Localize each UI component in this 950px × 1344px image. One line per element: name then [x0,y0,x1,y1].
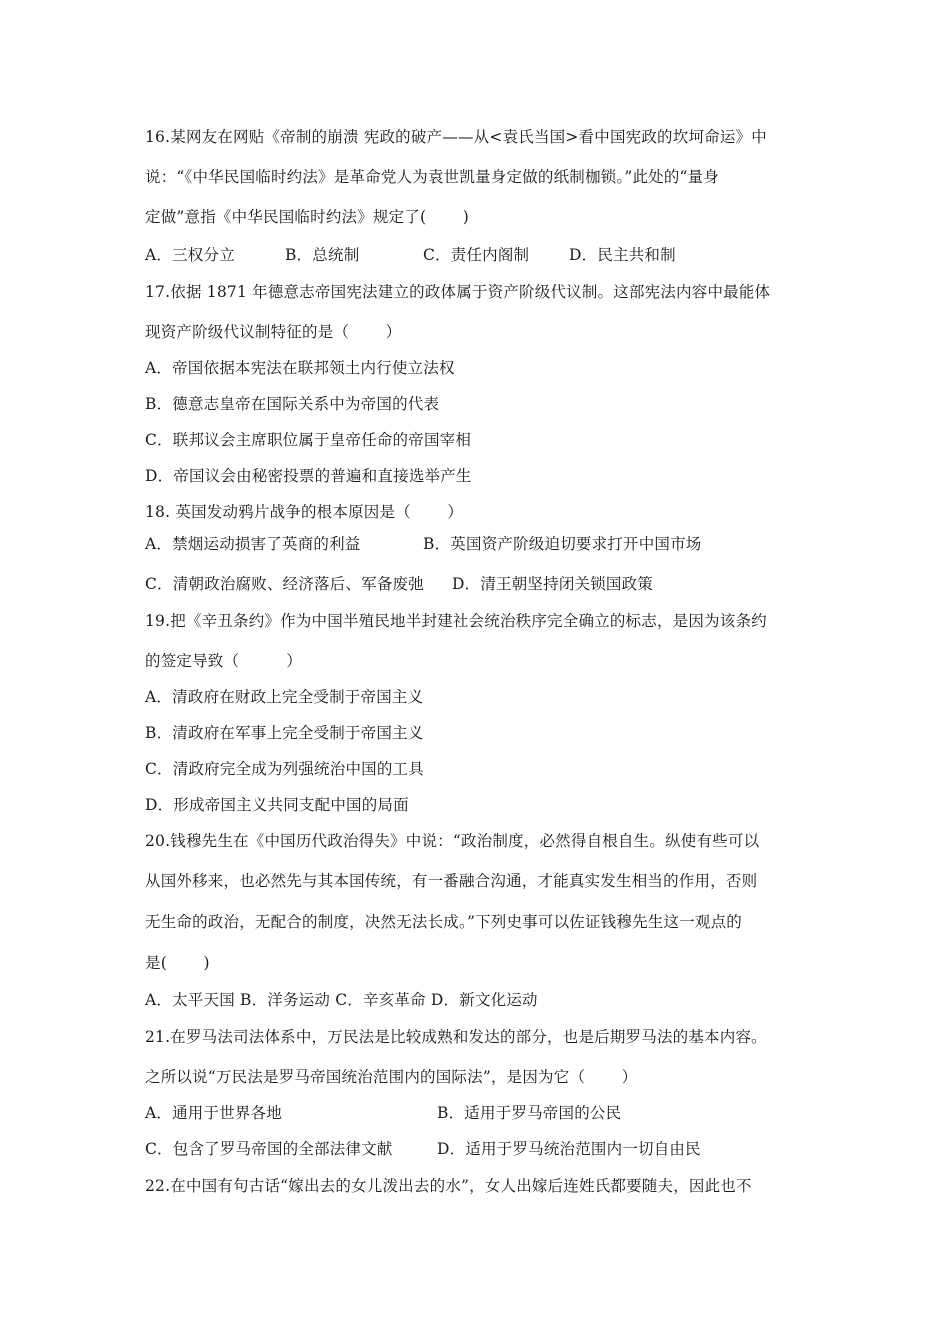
q16-option-a: A．三权分立 [145,246,235,264]
q21-option-c: C．包含了罗马帝国的全部法律文献 [145,1140,393,1158]
q18-option-d: D．清王朝坚持闭关锁国政策 [452,575,654,593]
q16-option-b: B．总统制 [285,246,360,264]
q17-option-a: A．帝国依据本宪法在联邦领土内行使立法权 [145,359,455,377]
q18-stem: 18. 英国发动鸦片战争的根本原因是（ ） [145,503,464,521]
q17-stem-line2: 现资产阶级代议制特征的是（ ） [145,323,402,341]
q21-stem-line2: 之所以说“万民法是罗马帝国统治范围内的国际法”，是因为它（ ） [145,1068,638,1086]
q18-option-b: B．英国资产阶级迫切要求打开中国市场 [423,535,702,553]
q21-stem-line1: 21.在罗马法司法体系中，万民法是比较成熟和发达的部分，也是后期罗马法的基本内容。 [145,1028,767,1046]
q17-stem-line1: 17.依据 1871 年德意志帝国宪法建立的政体属于资产阶级代议制。这部宪法内容中最能体 [145,283,771,301]
q21-option-d: D．适用于罗马统治范围内一切自由民 [437,1140,701,1158]
q21-option-a: A．通用于世界各地 [145,1104,282,1122]
q20-options: A．太平天国 B．洋务运动 C．辛亥革命 D．新文化运动 [145,991,538,1009]
q19-option-d: D．形成帝国主义共同支配中国的局面 [145,796,409,814]
q16-stem-line3: 定做”意指《中华民国临时约法》规定了( ) [145,208,470,226]
q19-option-b: B．清政府在军事上完全受制于帝国主义 [145,724,424,742]
q19-option-c: C．清政府完全成为列强统治中国的工具 [145,760,424,778]
q16-stem-line1: 16.某网友在网贴《帝制的崩溃 宪政的破产——从<袁氏当国>看中国宪政的坎坷命运》中 [145,128,767,146]
q18-option-a: A．禁烟运动损害了英商的利益 [145,535,361,553]
q20-stem-line1: 20.钱穆先生在《中国历代政治得失》中说：“政治制度，必然得自根自生。纵使有些可以 [145,832,760,850]
q19-option-a: A．清政府在财政上完全受制于帝国主义 [145,688,424,706]
q20-stem-line2: 从国外移来，也必然先与其本国传统，有一番融合沟通，才能真实发生相当的作用，否则 [145,872,758,890]
q17-option-b: B．德意志皇帝在国际关系中为帝国的代表 [145,395,440,413]
q16-stem-line2: 说：“《中华民国临时约法》是革命党人为袁世凯量身定做的纸制枷锁。”此处的“量身 [145,168,720,186]
q17-option-d: D．帝国议会由秘密投票的普遍和直接选举产生 [145,467,472,485]
q19-stem-line2: 的签定导致（ ） [145,652,303,670]
q20-stem-line3: 无生命的政治，无配合的制度，决然无法长成。”下列史事可以佐证钱穆先生这一观点的 [145,913,742,931]
q22-stem-line1: 22.在中国有句古话“嫁出去的女儿泼出去的水”，女人出嫁后连姓氏都要随夫，因此也不 [145,1177,752,1195]
q21-option-b: B．适用于罗马帝国的公民 [437,1104,622,1122]
q17-option-c: C．联邦议会主席职位属于皇帝任命的帝国宰相 [145,431,472,449]
q20-stem-line4: 是( ) [145,954,210,972]
q18-option-c: C．清朝政治腐败、经济落后、军备废弛 [145,575,424,593]
q16-option-c: C．责任内阁制 [423,246,530,264]
q19-stem-line1: 19.把《辛丑条约》作为中国半殖民地半封建社会统治秩序完全确立的标志，是因为该条约 [145,612,767,630]
q16-option-d: D．民主共和制 [569,246,676,264]
